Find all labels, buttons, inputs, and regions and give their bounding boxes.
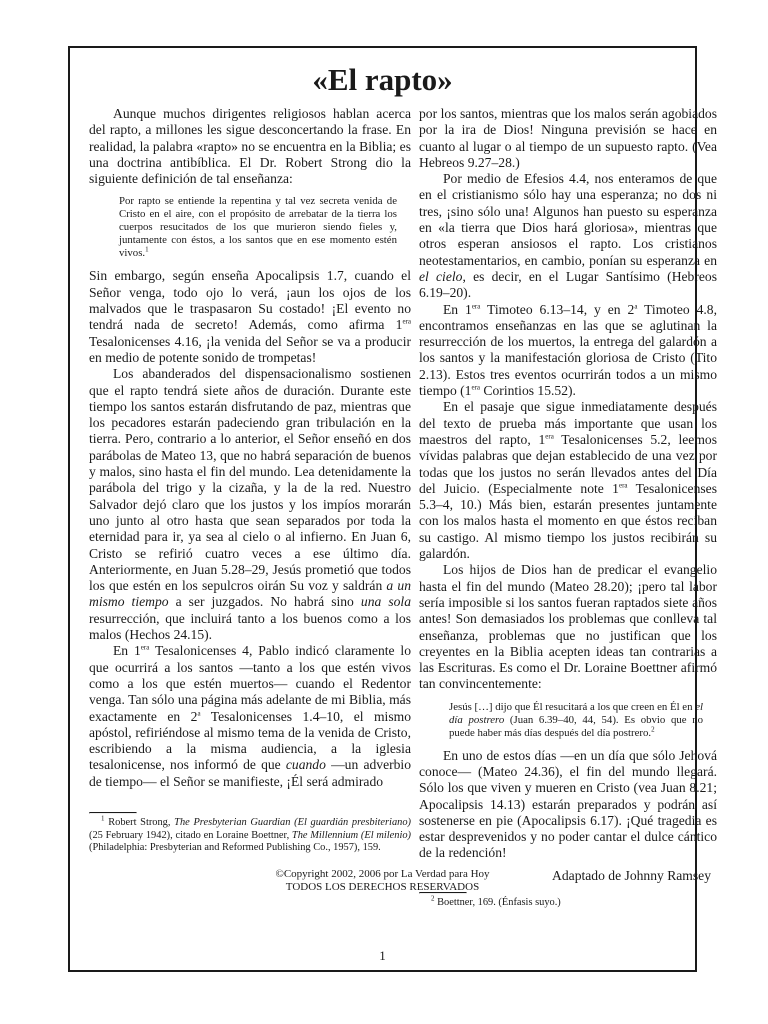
paragraph: Los abanderados del dispensacionalismo sostienen que el rapto tendrá siete años de duración. Durante este tiempo los santos estarán disfrutando de paz, mientras que los pecadores estarán padeciendo gran tribulación en la tierra. Pero, contrario a lo anterior, el Señor enseñó en dos parábolas de Mateo 13, que no habrá separación de buenos y malos, sino hasta el fin del mundo. Lea detenidamente la parábola del trigo y la cizaña, y la de la red. Nuestro Salvador dejó claro que los justos y los impíos morarán uno junto al otro hasta que sean separados por toda la eternidad para ir, ya sea al cielo o al infierno. En Juan 6, Cristo se refirió cuatro veces a ese último día. Anteriormente, en Juan 5.28–29, Jesús prometió que todos los que estén en los sepulcros oirán Su voz y saldrán a un mismo tiempo a ser juzgados. No habrá sino una sola resurrección, que incluirá tanto a los buenos como a los malos (Hechos 24.15). bbox=[89, 366, 411, 643]
footnote-ref[interactable]: 2 bbox=[651, 725, 655, 734]
paragraph: En $1^{era}$ Tesalonicenses 4, Pablo indicó claramente lo que ocurrirá a los santos —tanto a los que estén vivos como a los que estén muertos— cuando el Redentor venga. Tan sólo una página más adelante de mi Biblia, más exactamente en 2$^a$ Tesalonicenses 1.4–10, el mismo apóstol, refiriéndose al mismo tema de la venida de Cristo, escribiendo a la misma audiencia, a la iglesia tesalonicense, nos informó de que cuando —un adverbio de tiempo— el Señor se manifieste, ¡Él será admirado bbox=[89, 643, 412, 789]
footnote-ref[interactable]: 1 bbox=[145, 245, 149, 254]
paragraph: Sin embargo, según enseña Apocalipsis 1.7, cuando el Señor venga, todo ojo lo verá, ¡aun los ojos de los malvados que le traspasaron Su costado! ¡El evento no tendrá nada de secreto! Además, como afirma $1^{era}$ Tesalonicenses 4.16, ¡la venida del Señor se va a producir en medio de potente sonido de trompetas! bbox=[89, 268, 411, 365]
right-column bbox=[419, 106, 717, 910]
copyright-notice: ©Copyright 2002, 2006 por La Verdad para Hoy TODOS LOS DERECHOS RESERVADOS bbox=[275, 868, 490, 893]
paragraph: Aunque muchos dirigentes religiosos hablan acerca del rapto, a millones les sigue desconcertando la frase. En realidad, la palabra «rapto» no se encuentra en la Biblia; es una doctrina antibíblica. El Dr. Robert Strong dio la siguiente definición de tal enseñanza: bbox=[89, 106, 411, 187]
article-title: «El rapto» bbox=[312, 62, 453, 97]
paragraph: En uno de estos días —en un día que sólo Jehová conoce— (Mateo 24.36), el fin del mundo llegará. Sólo los que viven y mueren en Cristo (vea Juan 8.21; Apocalipsis 14.13) estarán preparados y podrán así sostenerse en pie (Apocalipsis 6.17). ¡Qué tragedia es estar desprevenidos y no poder cantar el dulce cántico de la redención! bbox=[419, 747, 717, 861]
footnote-1: $^1$ Robert Strong, The Presbyterian Guardian (El guardián presbiteriano) (25 February 1942), citado en Loraine Boettner, The Millennium (El milenio) (Philadelphia: Presbyterian and Reformed Publishing Co., 1957), 159. bbox=[89, 814, 411, 854]
page-number: 1 bbox=[379, 948, 386, 963]
block-quote: Por rapto se entiende la repentina y tal vez secreta venida de Cristo en el aire, con el propósito de arrebatar de la tierra los cuerpos resucitados de los que murieron siendo fieles y, juntamente con éstos, a los santos que en ese momento estén vivos.$^1$ bbox=[119, 195, 397, 260]
paragraph: Por medio de Efesios 4.4, nos enteramos de que en el cristianismo sólo hay una esperanza; no dos ni tres, ¡sino sólo una! Algunos han puesto su esperanza en «la tierra que Dios hará gloriosa», mientras que otros esperan ansiosos el rapto. Los cristianos neotestamentarios, en cambio, ponían su esperanza en el cielo, es decir, en el Lugar Santísimo (Hebreos 6.19–20). bbox=[419, 171, 717, 301]
left-column bbox=[89, 106, 411, 855]
footnote-divider bbox=[89, 812, 137, 814]
attribution: Adaptado de Johnny Ramsey bbox=[552, 867, 711, 883]
paragraph: por los santos, mientras que los malos serán agobiados por la ira de Dios! Ninguna previsión se hace en cuanto al lugar o al tiempo de un supuesto rapto. (Vea Hebreos 9.27–28.) bbox=[419, 106, 717, 170]
paragraph: En el pasaje que sigue inmediatamente después del texto de prueba más importante que usan los maestros del rapto, $1^{era}$ Tesalonicenses 5.2, leemos vívidas palabras que dejan establecido de una vez por todas que los justos no serán llevados antes del Día del Juicio. (Especialmente note $1^{era}$ Tesalonicenses 5.3–4, 10.) Más bien, estarán presentes juntamente con los malos hasta el momento en que éstos reciban su castigo. Al mismo tiempo los justos recibirán su galardón. bbox=[419, 399, 717, 562]
paragraph: Los hijos de Dios han de predicar el evangelio hasta el fin del mundo (Mateo 28.20); ¡pero tal labor sería imposible si los santos fueran raptados siete años antes! Son demasiados los problemas que conlleva tal enseñanza, problemas que no justifican que los creyentes en la Biblia acepten ideas tan contrarias a las Escrituras. Es como el Dr. Loraine Boettner afirmó tan convincentemente: bbox=[419, 562, 717, 692]
footnote-2: $^2$ Boettner, 169. (Énfasis suyo.) bbox=[431, 894, 561, 909]
block-quote: Jesús […] dijo que Él resucitará a los que creen en Él en el día postrero (Juan 6.39–40, 44, 54). Es obvio que no puede haber más días después del día postrero.$^2$ bbox=[449, 700, 703, 739]
paragraph: En $1^{era}$ Timoteo 6.13–14, y en 2$^a$ Timoteo 4.8, encontramos enseñanzas en las que se aglutinan la resurrección de los muertos, la entrega del galardón a los santos y la manifestación gloriosa de Cristo (Tito 2.13). Estos tres eventos ocurrirán todos a un mismo tiempo ($1^{era}$ Corintios 15.52). bbox=[419, 301, 717, 399]
